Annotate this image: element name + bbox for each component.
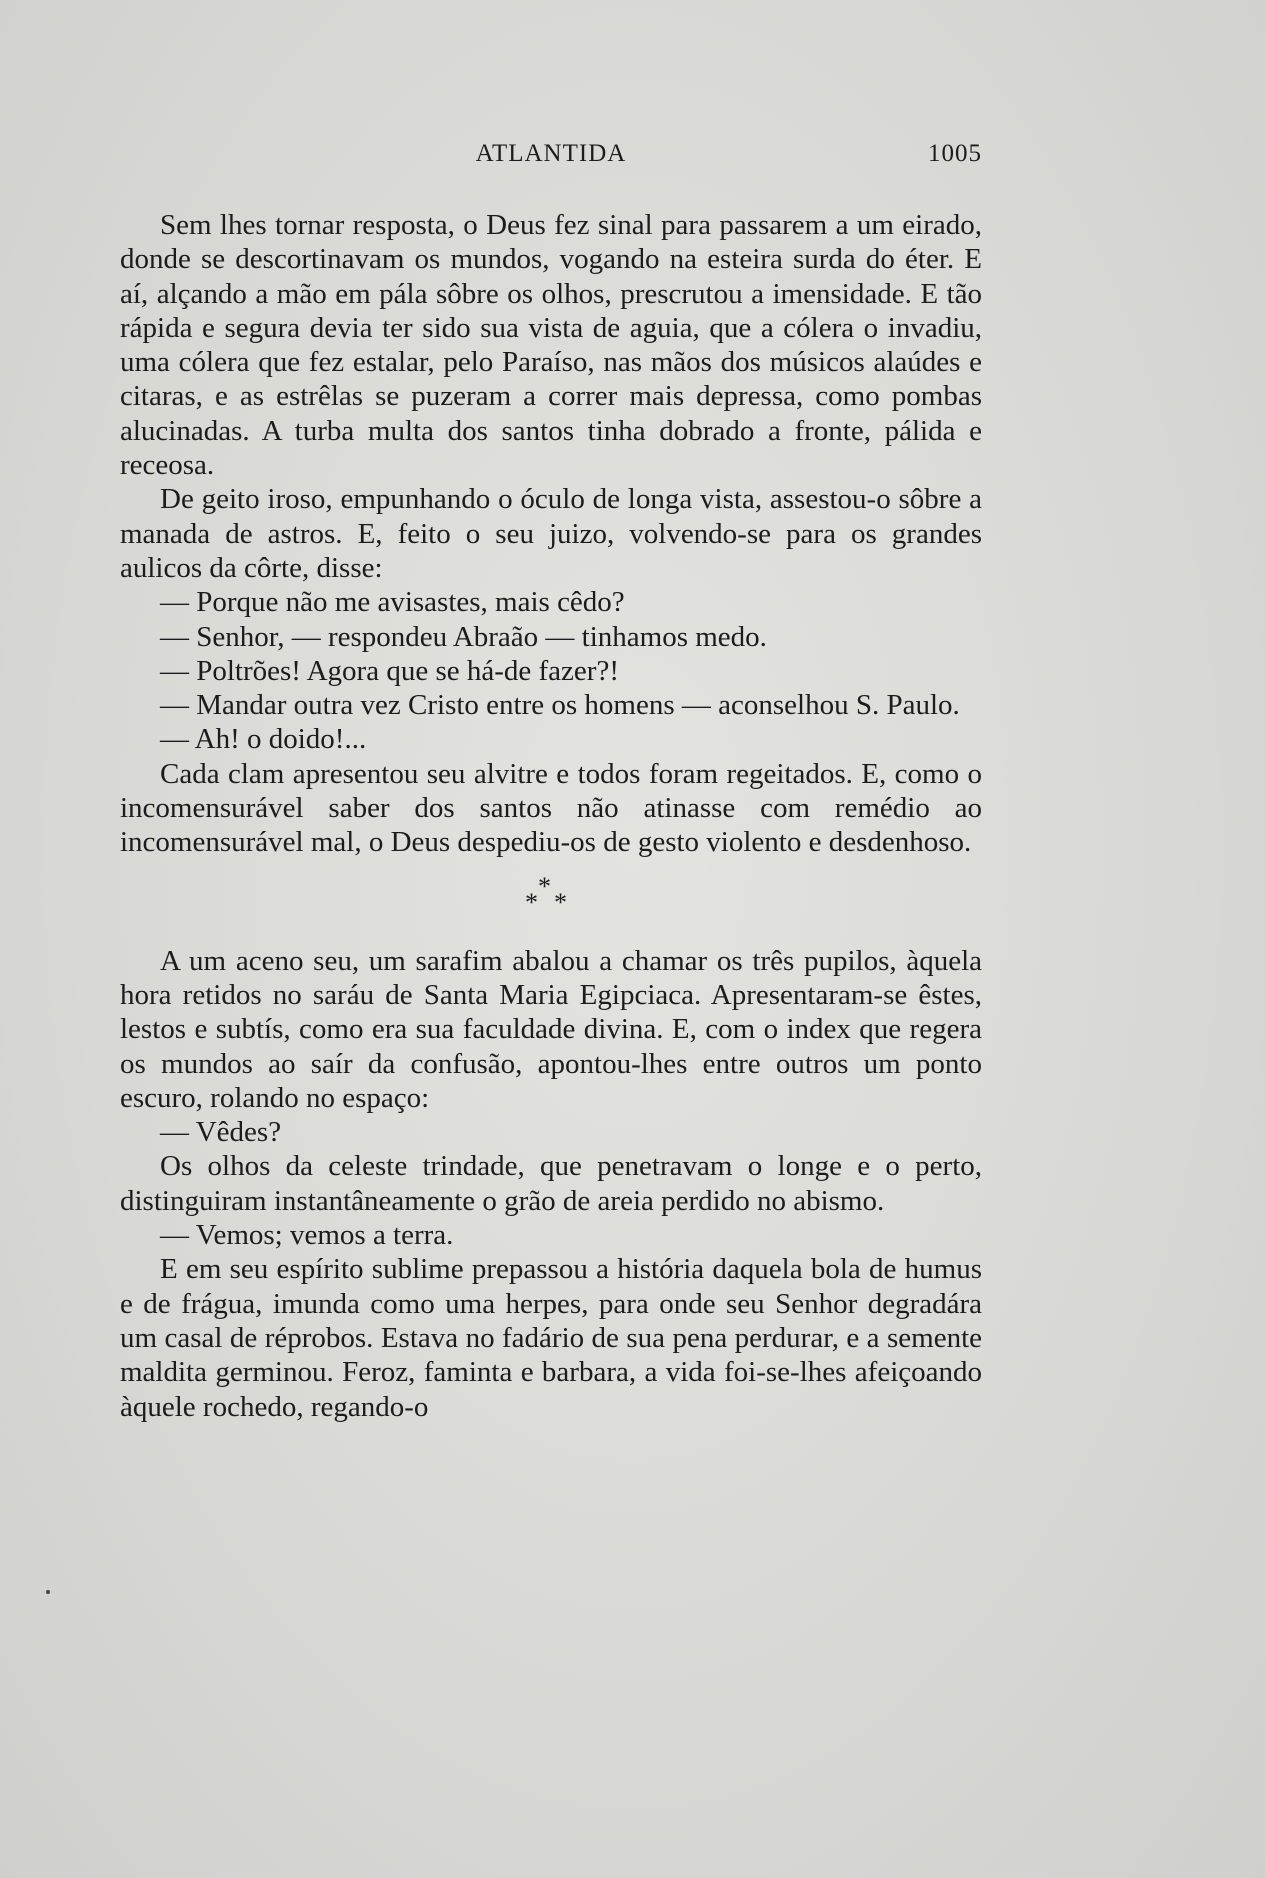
dialogue-line: — Vêdes? <box>160 1116 282 1149</box>
dialogue-line: — Senhor, — respondeu Abraão — tinhamos medo. <box>160 620 767 653</box>
margin-speck <box>46 1590 50 1594</box>
paragraph: E em seu espírito sublime prepassou a história daquela bola de humus e de frágua, imunda como uma herpes, para onde seu Senhor degradára um casal de réprobos. Estava no fadário de sua pena perdurar, e a semente maldita germinou. Feroz, faminta e barbara, a vida foi-se-lhes afeiçoando àquele rochedo, regando-o <box>120 1253 982 1423</box>
dialogue-line: — Poltrões! Agora que se há-de fazer?! <box>160 654 619 687</box>
paragraph: De geito iroso, empunhando o óculo de longa vista, assestou-o sôbre a manada de astros. E, feito o seu juizo, volvendo-se para os grandes aulicos da côrte, disse: <box>120 483 982 584</box>
page-body <box>120 208 982 1424</box>
dialogue-line: — Ah! o doido!... <box>160 723 367 756</box>
asterisk: * <box>525 887 538 917</box>
dialogue-line: — Vemos; vemos a terra. <box>160 1219 454 1252</box>
asterisk: * <box>538 871 551 901</box>
page-number: 1005 <box>928 140 982 167</box>
asterisk: * <box>554 887 567 917</box>
running-header <box>120 140 982 176</box>
running-title: ATLANTIDA <box>475 140 627 167</box>
paragraph: Sem lhes tornar resposta, o Deus fez sinal para passarem a um eirado, donde se descortinavam os mundos, vogando na esteira surda do éter. E aí, alçando a mão em pála sôbre os olhos, prescrutou a imensidade. E tão rápida e segura devia ter sido sua vista de aguia, que a cólera o invadiu, uma cólera que fez estalar, pelo Paraíso, nas mãos dos músicos alaúdes e citaras, e as estrêlas se puzeram a correr mais depressa, como pombas alucinadas. A turba multa dos santos tinha dobrado a fronte, pálida e receosa. <box>120 209 982 482</box>
dialogue-line: — Porque não me avisastes, mais cêdo? <box>160 586 625 619</box>
dialogue-line: — Mandar outra vez Cristo entre os homens — aconselhou S. Paulo. <box>160 689 960 722</box>
paragraph: A um aceno seu, um sarafim abalou a chamar os três pupilos, àquela hora retidos no saráu de Santa Maria Egipciaca. Apresentaram-se êstes, lestos e subtís, como era sua faculdade divina. E, com o index que regera os mundos ao saír da confusão, apontou-lhes entre outros um ponto escuro, rolando no espaço: <box>120 944 982 1114</box>
paragraph: Os olhos da celeste trindade, que penetravam o longe e o perto, distinguiram instantâneamente o grão de areia perdido no abismo. <box>120 1150 982 1217</box>
paragraph: Cada clam apresentou seu alvitre e todos foram regeitados. E, como o incomensurável saber dos santos não atinasse com remédio ao incomensurável mal, o Deus despediu-os de gesto violento e desdenhoso. <box>120 757 982 859</box>
section-separator <box>120 860 982 944</box>
